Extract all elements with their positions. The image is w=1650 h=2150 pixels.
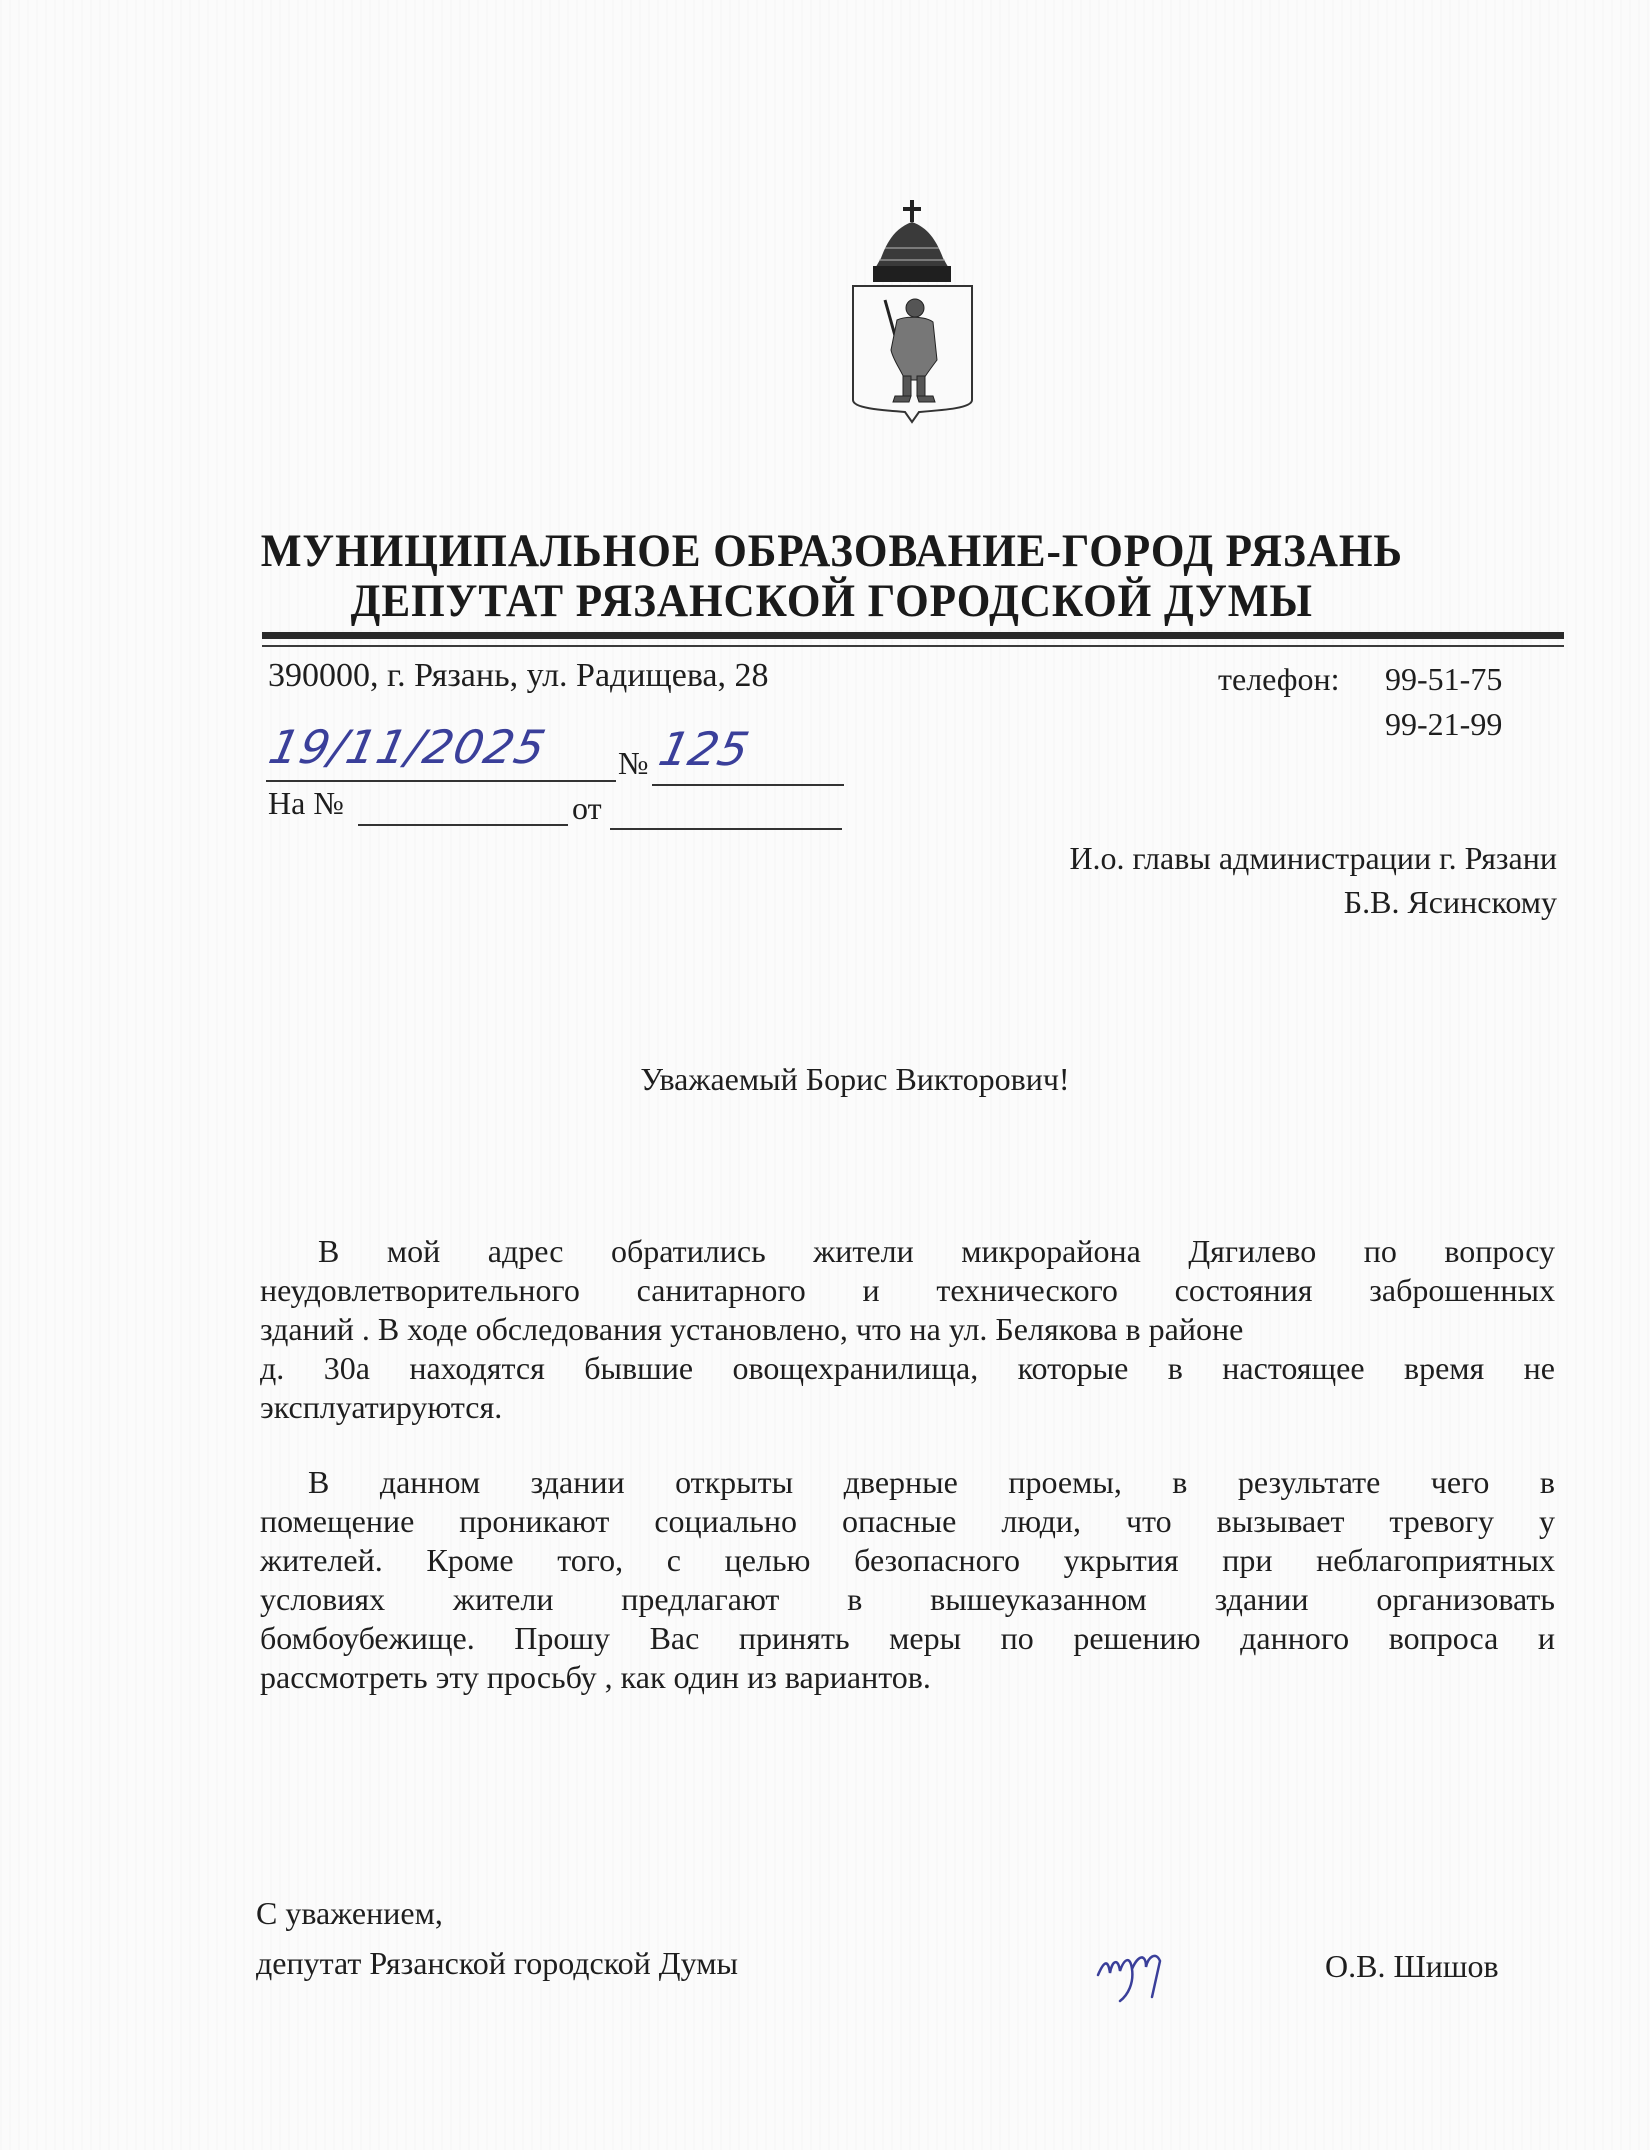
body-paragraph-1	[260, 1232, 1555, 1427]
body-line: рассмотреть эту просьбу , как один из вариантов.	[260, 1659, 931, 1695]
body-line: В данном здании открыты дверные проемы, в результате чего в	[308, 1464, 1555, 1500]
body-line: помещение проникают социально опасные люди, что вызывает тревогу у	[260, 1503, 1555, 1539]
reply-to-number-field	[358, 824, 568, 826]
postal-address: 390000, г. Рязань, ул. Радищева, 28	[268, 657, 769, 694]
office-title-text: ДЕПУТАТ РЯЗАНСКОЙ ГОРОДСКОЙ ДУМЫ	[350, 575, 1313, 627]
phone-number-2: 99-21-99	[1385, 706, 1503, 742]
coat-of-arms-icon	[845, 200, 980, 425]
body-line: бомбоубежище. Прошу Вас принять меры по решению данного вопроса и	[260, 1620, 1555, 1656]
body-line: д. 30а находятся бывшие овощехранилища, которые в настоящее время не	[260, 1350, 1555, 1386]
body-line: жителей. Кроме того, с целью безопасного укрытия при неблагоприятных	[260, 1542, 1555, 1578]
reply-from-date-field	[610, 828, 842, 830]
organization-title-text: МУНИЦИПАЛЬНОЕ ОБРАЗОВАНИЕ-ГОРОД РЯЗАНЬ	[260, 525, 1403, 577]
reply-from-label: от	[572, 790, 602, 826]
body-paragraph-2	[260, 1463, 1555, 1697]
recipient-position: И.о. главы администрации г. Рязани	[1069, 840, 1557, 876]
header-rule-thick	[262, 632, 1564, 639]
phone-label: телефон:	[1218, 661, 1340, 697]
office-title	[73, 574, 1591, 628]
reply-to-number-label: На №	[268, 785, 344, 821]
body-line: зданий . В ходе обследования установлено, что на ул. Белякова в районе	[260, 1311, 1244, 1347]
handwritten-signature-icon	[1090, 1925, 1210, 2005]
body-line: эксплуатируются.	[260, 1389, 503, 1425]
signer-name: О.В. Шишов	[1325, 1948, 1499, 1984]
organization-title	[73, 524, 1591, 578]
date-underline	[266, 780, 616, 782]
signer-position: депутат Рязанской городской Думы	[256, 1945, 738, 1981]
salutation: Уважаемый Борис Викторович!	[640, 1061, 1070, 1097]
header-rule-thin	[262, 645, 1564, 647]
recipient-name: Б.В. Ясинскому	[1343, 884, 1557, 920]
phone-number-1: 99-51-75	[1385, 661, 1503, 697]
number-sign: №	[618, 745, 649, 781]
number-underline	[652, 784, 844, 786]
body-line: условиях жители предлагают в вышеуказанном здании организовать	[260, 1581, 1555, 1617]
closing-regards: С уважением,	[256, 1895, 443, 1931]
outgoing-date-handwritten: 19/11/2025	[264, 720, 551, 774]
outgoing-number-handwritten: 125	[654, 722, 754, 776]
body-line: неудовлетворительного санитарного и технического состояния заброшенных	[260, 1272, 1555, 1308]
body-line: В мой адрес обратились жители микрорайона Дягилево по вопросу	[318, 1233, 1555, 1269]
